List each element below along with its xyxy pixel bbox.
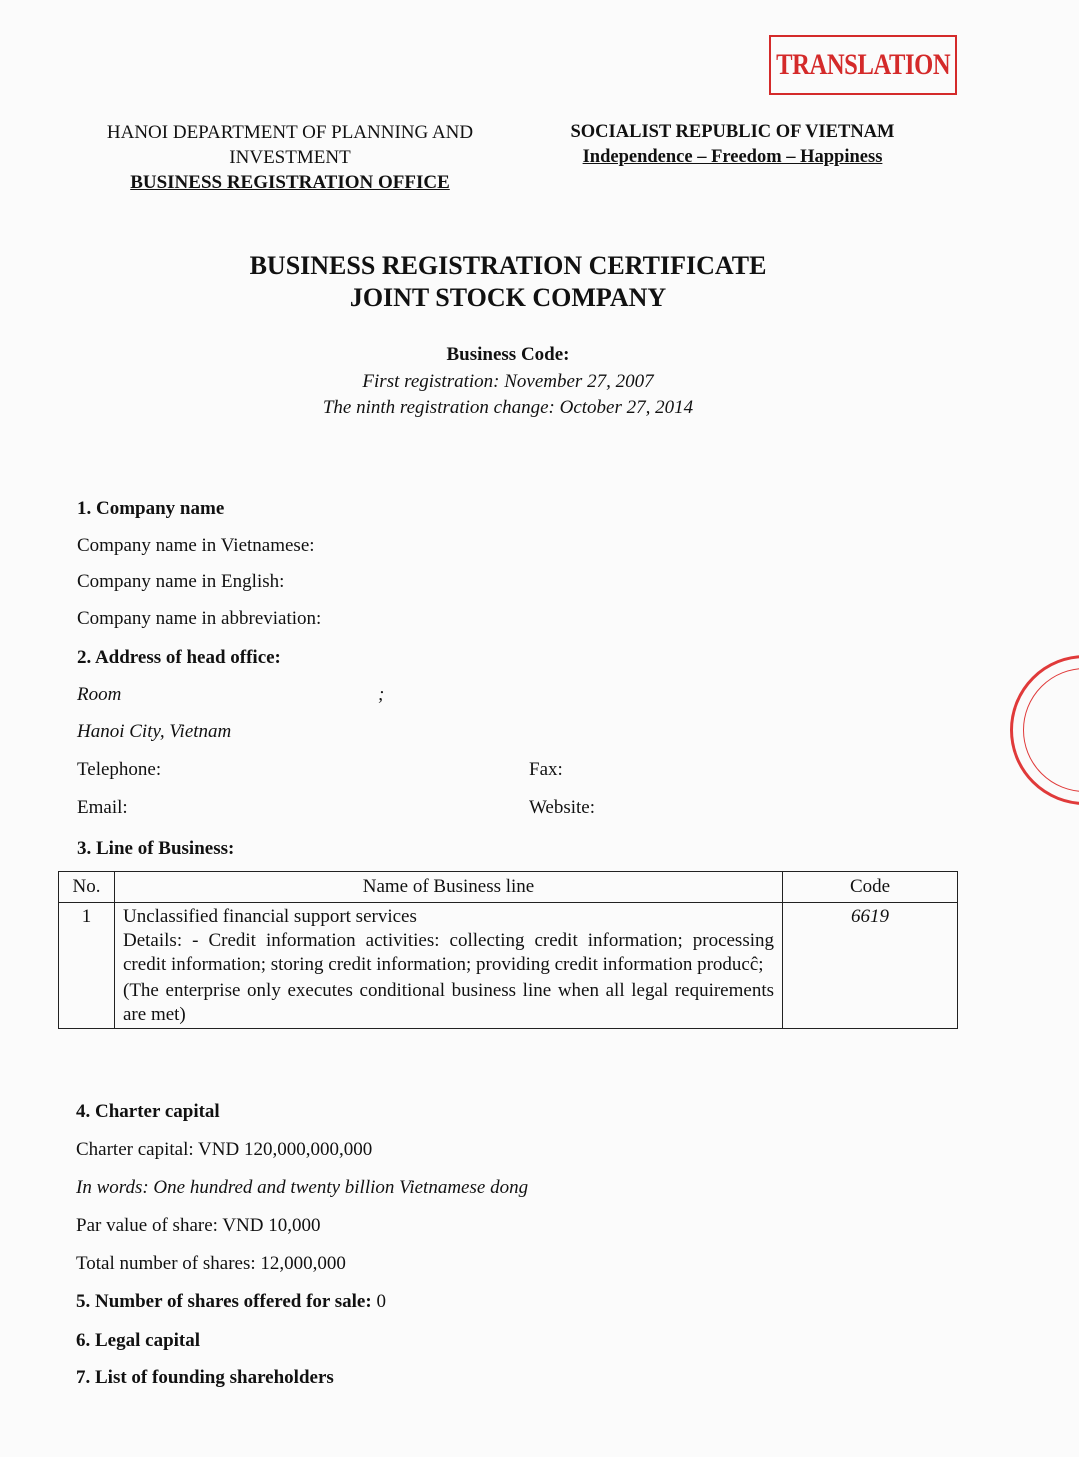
row-code: 6619 (783, 903, 958, 1029)
telephone-label: Telephone: (77, 759, 162, 780)
table-row (59, 903, 958, 1029)
first-registration: First registration: November 27, 2007 (362, 371, 654, 392)
fax-label: Fax: (529, 759, 563, 780)
section-legal-capital-heading: 6. Legal capital (76, 1330, 201, 1351)
address-line-2: Hanoi City, Vietnam (77, 721, 232, 742)
section-address-heading: 2. Address of head office: (77, 647, 281, 668)
charter-capital-in-words: In words: One hundred and twenty billion Vietnamese dong (76, 1177, 529, 1198)
table-header-row (59, 872, 958, 903)
par-value-of-share: Par value of share: VND 10,000 (76, 1215, 321, 1236)
address-line-1: Room (77, 684, 122, 705)
document-title (0, 250, 1016, 314)
business-code-label: Business Code: (446, 344, 570, 365)
section-founding-shareholders-heading: 7. List of founding shareholders (76, 1367, 334, 1388)
title-line-1: BUSINESS REGISTRATION CERTIFICATE (249, 251, 767, 280)
business-line-name: Unclassified financial support services (123, 906, 417, 927)
business-line-note: (The enterprise only executes conditional business line when all legal requirements are met) (123, 980, 774, 1025)
motto-text: Independence – Freedom – Happiness (582, 147, 883, 167)
address-separator: ; (378, 684, 385, 705)
national-motto (545, 120, 920, 170)
row-business-line (115, 903, 783, 1029)
official-seal-icon (1010, 655, 1079, 805)
section-line-of-business-heading: 3. Line of Business: (77, 838, 235, 859)
business-lines-table (58, 871, 958, 1029)
translation-stamp (769, 35, 957, 95)
company-name-abbreviation-label: Company name in abbreviation: (77, 608, 322, 629)
authority-line-1: HANOI DEPARTMENT OF PLANNING AND (106, 122, 474, 143)
ninth-registration-change: The ninth registration change: October 27, 2014 (322, 397, 694, 418)
republic-name: SOCIALIST REPUBLIC OF VIETNAM (570, 122, 895, 142)
company-name-vietnamese-label: Company name in Vietnamese: (77, 535, 315, 556)
column-header-code: Code (783, 872, 958, 903)
section-charter-capital-heading: 4. Charter capital (76, 1101, 220, 1122)
authority-office: BUSINESS REGISTRATION OFFICE (130, 172, 450, 193)
seal-inner-ring (1023, 668, 1079, 792)
issuing-authority (70, 120, 510, 195)
total-number-of-shares: Total number of shares: 12,000,000 (76, 1253, 346, 1274)
row-no: 1 (59, 903, 115, 1029)
column-header-no: No. (59, 872, 115, 903)
authority-line-2: INVESTMENT (229, 147, 351, 168)
section-company-name-heading: 1. Company name (77, 498, 225, 519)
email-label: Email: (77, 797, 128, 818)
translation-stamp-label: TRANSLATION (775, 48, 951, 81)
shares-offered-for-sale (76, 1290, 386, 1314)
column-header-name: Name of Business line (115, 872, 783, 903)
charter-capital-value: Charter capital: VND 120,000,000,000 (76, 1139, 373, 1160)
title-line-2: JOINT STOCK COMPANY (349, 283, 667, 312)
section-shares-offered-heading: 5. Number of shares offered for sale: (76, 1291, 372, 1312)
company-name-english-label: Company name in English: (77, 571, 285, 592)
website-label: Website: (529, 797, 596, 818)
business-line-details: Details: - Credit information activities: collecting credit information; processing credit information; storing credit information; providing credit information producĉ; (123, 930, 774, 975)
shares-offered-value: 0 (371, 1291, 386, 1312)
